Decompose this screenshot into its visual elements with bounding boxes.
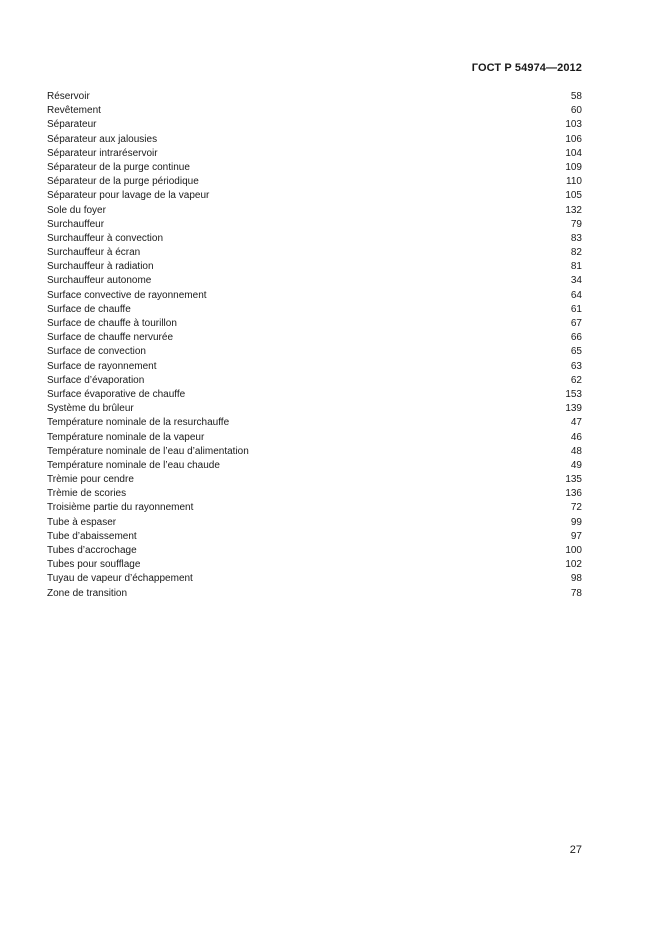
index-term: Surface de rayonnement bbox=[47, 360, 157, 372]
index-entry bbox=[47, 345, 582, 359]
index-entry bbox=[47, 218, 582, 232]
index-entry bbox=[47, 246, 582, 260]
index-term: Troisième partie du rayonnement bbox=[47, 502, 194, 514]
index-entry bbox=[47, 204, 582, 218]
index-entry bbox=[47, 558, 582, 572]
index-entry bbox=[47, 402, 582, 416]
index-page-ref: 61 bbox=[570, 303, 582, 315]
index-page-ref: 81 bbox=[570, 261, 582, 273]
index-entry bbox=[47, 90, 582, 104]
index-term: Surface de chauffe à tourillon bbox=[47, 318, 177, 329]
index-entry bbox=[47, 133, 582, 147]
index-term: Surchauffeur à radiation bbox=[47, 261, 154, 273]
term-index-list bbox=[47, 90, 582, 601]
index-page-ref: 49 bbox=[570, 459, 582, 471]
index-page-ref: 109 bbox=[565, 161, 582, 173]
index-term: Surface de chauffe bbox=[47, 303, 131, 315]
index-page-ref: 99 bbox=[570, 516, 582, 528]
index-page-ref: 47 bbox=[570, 417, 582, 429]
index-page-ref: 63 bbox=[570, 360, 582, 372]
index-page-ref: 105 bbox=[565, 190, 582, 202]
index-term: Température nominale de la resurchauffe bbox=[47, 417, 230, 429]
index-entry bbox=[47, 317, 582, 331]
index-entry bbox=[47, 104, 582, 118]
index-term: Température nominale de l’eau chaude bbox=[47, 459, 220, 471]
index-page-ref: 135 bbox=[565, 474, 582, 486]
index-term: Surchauffeur bbox=[47, 218, 105, 230]
index-entry bbox=[47, 445, 582, 459]
index-entry bbox=[47, 161, 582, 175]
page-number: 27 bbox=[569, 844, 582, 856]
index-term: Surchauffeur à écran bbox=[47, 247, 141, 259]
index-entry bbox=[47, 587, 582, 601]
index-term: Surface de convection bbox=[47, 346, 146, 358]
index-page-ref: 103 bbox=[565, 119, 582, 131]
index-entry bbox=[47, 544, 582, 558]
index-entry bbox=[47, 530, 582, 544]
index-page-ref: 98 bbox=[570, 573, 582, 585]
index-term: Tubes pour soufflage bbox=[47, 559, 141, 571]
index-term: Système du brûleur bbox=[47, 403, 134, 415]
index-term: Surchauffeur autonome bbox=[47, 275, 152, 287]
index-entry bbox=[47, 260, 582, 274]
index-page-ref: 34 bbox=[570, 275, 582, 287]
index-page-ref: 110 bbox=[566, 176, 582, 188]
index-term: Séparateur bbox=[47, 119, 97, 131]
index-page-ref: 79 bbox=[570, 218, 582, 230]
index-term: Surface évaporative de chauffe bbox=[47, 388, 186, 400]
index-entry bbox=[47, 388, 582, 402]
index-entry bbox=[47, 416, 582, 430]
index-entry bbox=[47, 331, 582, 345]
index-page-ref: 153 bbox=[565, 388, 582, 400]
index-term: Trèmie pour cendre bbox=[47, 474, 134, 486]
index-entry bbox=[47, 189, 582, 203]
index-entry bbox=[47, 487, 582, 501]
index-term: Sole du foyer bbox=[47, 204, 106, 216]
index-entry bbox=[47, 175, 582, 189]
index-entry bbox=[47, 501, 582, 515]
index-page-ref: 60 bbox=[570, 105, 582, 117]
index-term: Tuyau de vapeur d’échappement bbox=[47, 573, 193, 585]
index-term: Séparateur de la purge continue bbox=[47, 161, 190, 173]
index-page-ref: 106 bbox=[565, 133, 582, 145]
index-entry bbox=[47, 274, 582, 288]
index-page-ref: 62 bbox=[570, 374, 582, 386]
index-term: Réservoir bbox=[47, 91, 90, 102]
index-term: Surface d’évaporation bbox=[47, 374, 145, 386]
index-term: Zone de transition bbox=[47, 587, 128, 599]
index-term: Surface convective de rayonnement bbox=[47, 289, 207, 301]
index-entry bbox=[47, 289, 582, 303]
index-term: Tube d’abaissement bbox=[47, 530, 137, 542]
index-page-ref: 97 bbox=[570, 530, 582, 542]
index-term: Température nominale de l’eau d’alimentation bbox=[47, 445, 249, 457]
index-term: Tube à espaser bbox=[47, 516, 117, 528]
index-entry bbox=[47, 232, 582, 246]
index-entry bbox=[47, 459, 582, 473]
index-term: Séparateur de la purge périodique bbox=[47, 176, 199, 188]
index-entry bbox=[47, 147, 582, 161]
index-page-ref: 104 bbox=[565, 147, 582, 159]
index-entry bbox=[47, 473, 582, 487]
index-term: Séparateur pour lavage de la vapeur bbox=[47, 190, 210, 202]
index-page-ref: 136 bbox=[565, 488, 582, 500]
index-page-ref: 66 bbox=[570, 332, 582, 344]
index-entry bbox=[47, 516, 582, 530]
index-page-ref: 100 bbox=[565, 545, 582, 556]
index-page-ref: 64 bbox=[570, 289, 582, 301]
index-page-ref: 58 bbox=[570, 91, 582, 102]
index-page-ref: 72 bbox=[570, 502, 582, 514]
index-term: Surchauffeur à convection bbox=[47, 232, 164, 244]
index-term: Séparateur aux jalousies bbox=[47, 133, 158, 145]
index-entry bbox=[47, 374, 582, 388]
index-entry bbox=[47, 360, 582, 374]
index-term: Température nominale de la vapeur bbox=[47, 431, 205, 443]
index-page-ref: 83 bbox=[570, 232, 582, 244]
index-term: Trèmie de scories bbox=[47, 488, 127, 500]
index-page-ref: 132 bbox=[565, 204, 582, 216]
index-term: Surface de chauffe nervurée bbox=[47, 332, 174, 344]
index-page-ref: 48 bbox=[570, 445, 582, 457]
index-page-ref: 78 bbox=[570, 587, 582, 599]
index-entry bbox=[47, 118, 582, 132]
index-entry bbox=[47, 572, 582, 586]
index-term: Revêtement bbox=[47, 105, 101, 117]
index-term: Tubes d’accrochage bbox=[47, 545, 137, 556]
index-page-ref: 46 bbox=[570, 431, 582, 443]
index-page-ref: 139 bbox=[565, 403, 582, 415]
index-entry bbox=[47, 431, 582, 445]
index-page-ref: 65 bbox=[570, 346, 582, 358]
index-entry bbox=[47, 303, 582, 317]
index-page-ref: 82 bbox=[570, 247, 582, 259]
index-page-ref: 102 bbox=[565, 559, 582, 571]
index-page-ref: 67 bbox=[570, 318, 582, 329]
document-code: ГОСТ Р 54974—2012 bbox=[471, 62, 582, 74]
index-term: Séparateur intraréservoir bbox=[47, 147, 158, 159]
